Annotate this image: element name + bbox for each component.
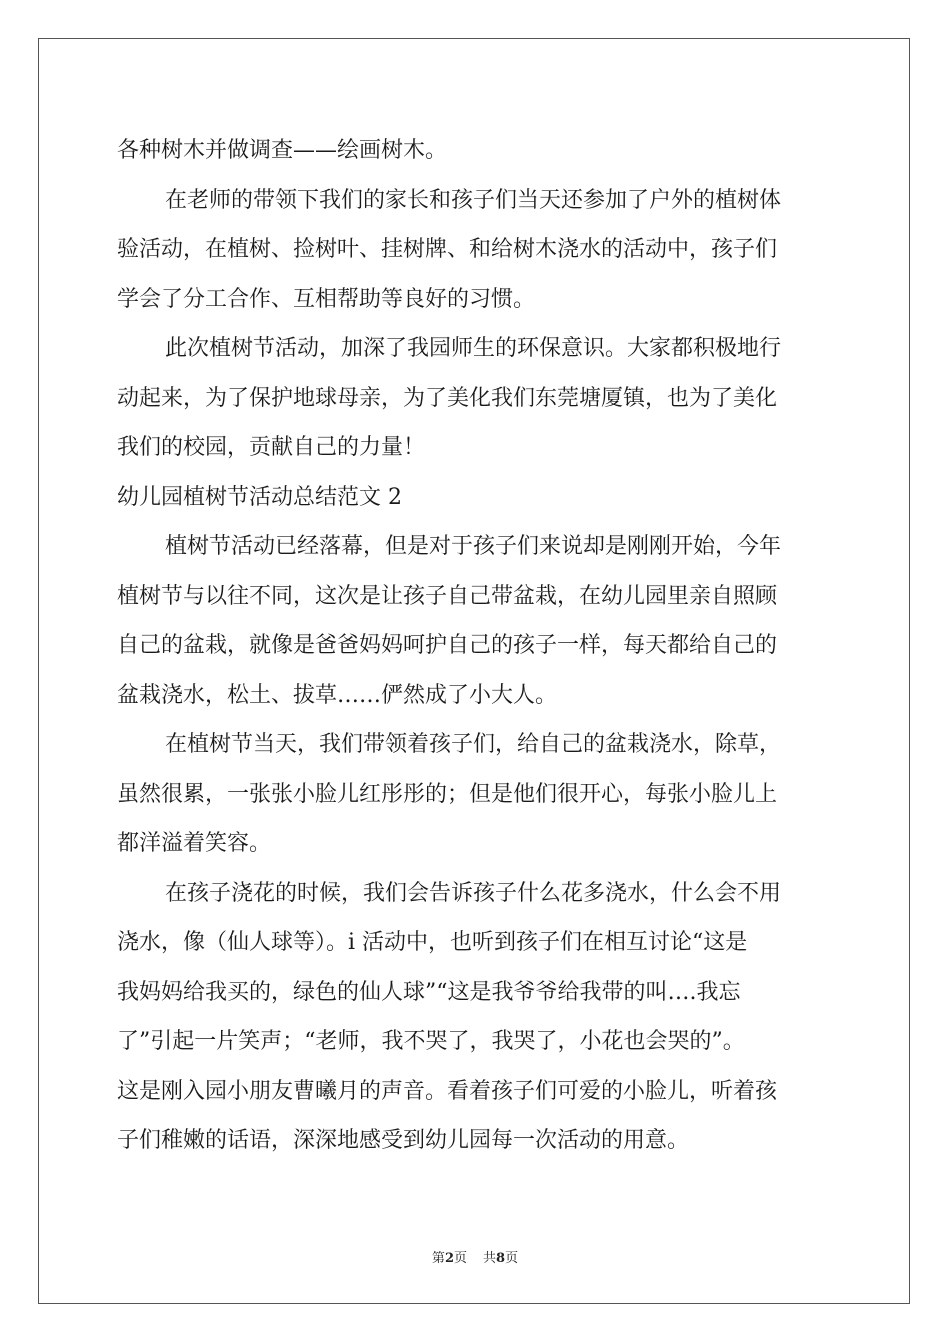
paragraph-start-line: 在老师的带领下我们的家长和孩子们当天还参加了户外的植树体: [165, 187, 782, 213]
paragraph-start-line: 在植树节当天，我们带领着孩子们，给自己的盆栽浇水，除草，: [165, 732, 782, 757]
text-line: 都洋溢着笑容。: [117, 831, 272, 856]
text-line: 各种树木并做调查——绘画树木。: [117, 138, 448, 163]
page-suffix: 页: [453, 1251, 467, 1266]
text-line: 了”引起一片笑声；“老师，我不哭了，我哭了，小花也会哭的”。: [117, 1029, 745, 1054]
text-line: 自己的盆栽，就像是爸爸妈妈呵护自己的孩子一样，每天都给自己的: [117, 633, 778, 658]
text-line: 植树节与以往不同，这次是让孩子自己带盆栽，在幼儿园里亲自照顾: [117, 583, 778, 609]
text-line: 我妈妈给我买的，绿色的仙人球”“这是我爷爷给我带的叫….我忘: [117, 979, 741, 1005]
text-line: 子们稚嫩的话语，深深地感受到幼儿园每一次活动的用意。: [117, 1128, 690, 1153]
document-body: [117, 126, 833, 1166]
total-pages: 8: [496, 1251, 506, 1266]
text-line: 动起来，为了保护地球母亲，为了美化我们东莞塘厦镇，也为了美化: [117, 385, 778, 411]
text-line: 虽然很累，一张张小脸儿红彤彤的；但是他们很开心，每张小脸儿上: [117, 781, 778, 807]
paragraph-start-line: 此次植树节活动，加深了我园师生的环保意识。大家都积极地行: [165, 336, 782, 361]
text-line: 盆栽浇水，松土、拔草……俨然成了小大人。: [117, 682, 558, 708]
text-line: 浇水，像（仙人球等）。i 活动中，也听到孩子们在相互讨论“这是: [117, 930, 748, 955]
page-footer: [0, 1247, 950, 1266]
text-line: 学会了分工合作、互相帮助等良好的习惯。: [117, 286, 536, 312]
text-line: 验活动，在植树、捡树叶、挂树牌、和给树木浇水的活动中，孩子们: [117, 237, 778, 262]
page-prefix: 第: [431, 1251, 445, 1266]
text-line: 我们的校园，贡献自己的力量！: [117, 435, 426, 460]
paragraph-start-line: 植树节活动已经落幕，但是对于孩子们来说却是刚刚开始，今年: [165, 534, 782, 559]
total-suffix: 页: [505, 1251, 519, 1266]
paragraph-start-line: 在孩子浇花的时候，我们会告诉孩子什么花多浇水，什么会不用: [165, 880, 782, 906]
text-line: 这是刚入园小朋友曹曦月的声音。看着孩子们可爱的小脸儿，听着孩: [117, 1078, 778, 1104]
section-heading: 幼儿园植树节活动总结范文 2: [117, 484, 402, 510]
total-prefix: 共: [483, 1251, 497, 1266]
page-number: 2: [444, 1251, 454, 1266]
